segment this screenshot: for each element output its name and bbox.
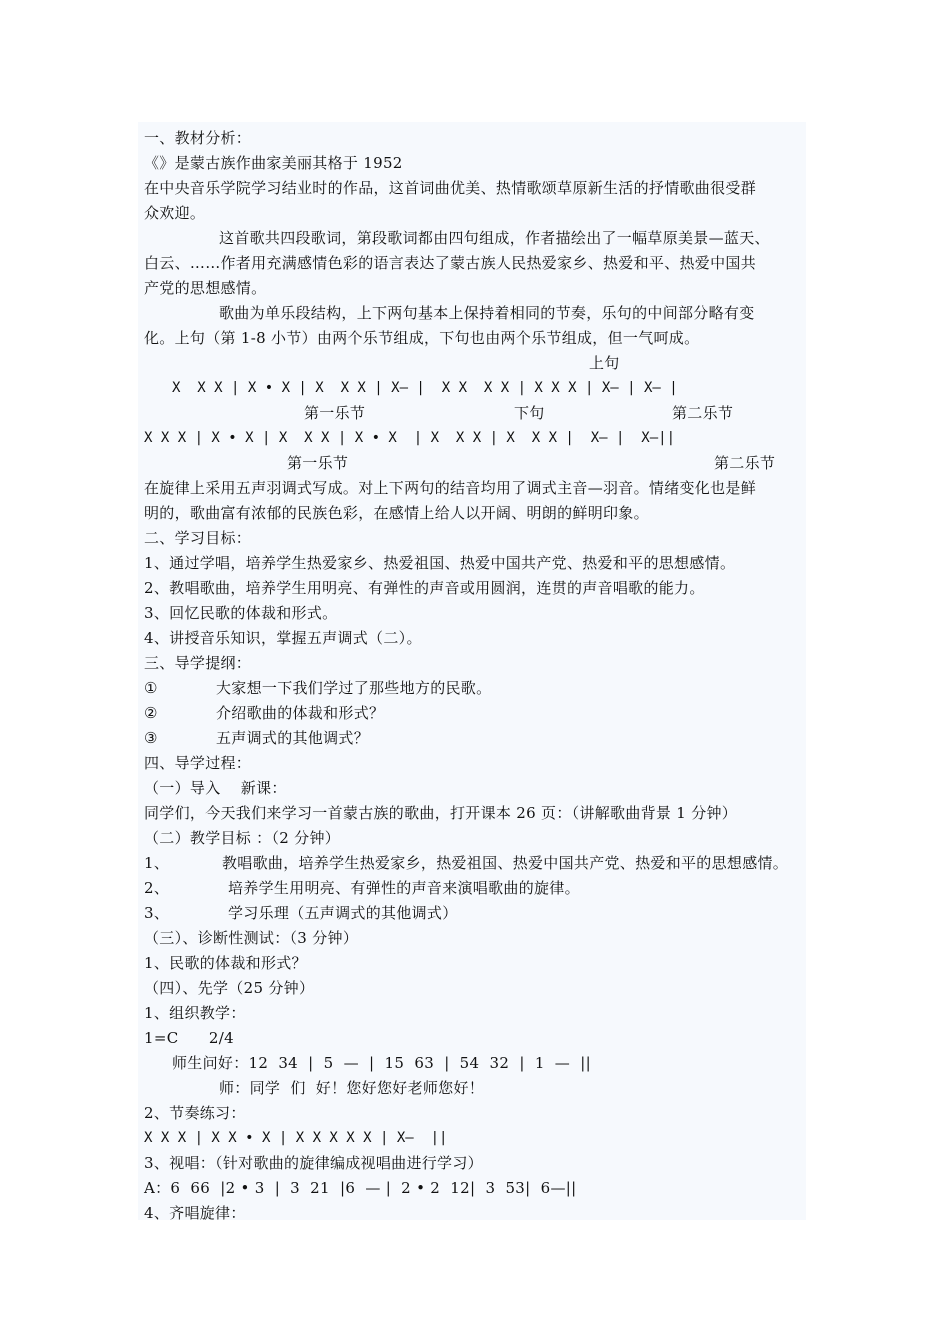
list-item-text: 学习乐理（五声调式的其他调式） (228, 904, 458, 922)
phrase-label-lower: 下句 (514, 404, 545, 422)
paragraph-line: 众欢迎。 (144, 204, 206, 222)
list-item (144, 853, 788, 873)
sight-singing-notation: A：6 66 |2 • 3 | 3 21 |6 — | 2 • 2 12| 3 53| 6—|| (144, 1179, 577, 1197)
greeting-notation: 师生问好：12 34 | 5 — | 15 63 | 54 32 | 1 — || (172, 1054, 591, 1072)
heading-learning-goals: 二、学习目标： (144, 529, 252, 547)
list-item: 1、组织教学： (144, 1004, 246, 1022)
list-item: 3、回忆民歌的体裁和形式。 (144, 604, 338, 622)
list-item-text: 介绍歌曲的体裁和形式？ (216, 704, 385, 722)
paragraph-line: 在旋律上采用五声羽调式写成。对上下两句的结音均用了调式主音—羽音。情绪变化也是鲜 (144, 479, 757, 497)
list-item: 2、节奏练习： (144, 1104, 246, 1122)
list-item (144, 903, 458, 923)
list-item: 4、讲授音乐知识，掌握五声调式（二）。 (144, 629, 422, 647)
list-item: 2、教唱歌曲，培养学生用明亮、有弹性的声音或用圆润，连贯的声音唱歌的能力。 (144, 579, 705, 597)
list-marker: ② (144, 704, 158, 722)
list-marker: ① (144, 679, 158, 697)
list-item (144, 703, 384, 723)
list-item (144, 678, 491, 698)
list-marker: 1、 (144, 854, 170, 872)
phrase-label: 第二乐节 (672, 404, 734, 422)
subheading: （四）、先学（25 分钟） (144, 979, 315, 997)
paragraph-line: 明的，歌曲富有浓郁的民族色彩，在感情上给人以开阔、明朗的鲜明印象。 (144, 504, 649, 522)
paragraph-line: 这首歌共四段歌词，第段歌词都由四句组成，作者描绘出了一幅草原美景—蓝天、 (219, 229, 770, 247)
list-item: 4、齐唱旋律： (144, 1204, 246, 1222)
paragraph-line: 白云、……作者用充满感情色彩的语言表达了蒙古族人民热爱家乡、热爱和平、热爱中国共 (144, 254, 757, 272)
phrase-label-upper: 上句 (589, 354, 620, 372)
list-marker: ③ (144, 729, 158, 747)
heading-textbook-analysis: 一、教材分析： (144, 129, 252, 147)
phrase-label: 第一乐节 (287, 454, 349, 472)
key-signature: 1=C 2/4 (144, 1029, 234, 1047)
list-item: 1、民歌的体裁和形式？ (144, 954, 307, 972)
list-item-text: 大家想一下我们学过了那些地方的民歌。 (216, 679, 492, 697)
paragraph-line: 产党的思想感情。 (144, 279, 267, 297)
paragraph-line: 歌曲为单乐段结构，上下两句基本上保持着相同的节奏，乐句的中间部分略有变 (219, 304, 755, 322)
list-marker: 2、 (144, 879, 170, 897)
phrase-label: 第一乐节 (304, 404, 366, 422)
list-item: 1、通过学唱，培养学生热爱家乡、热爱祖国、热爱中国共产党、热爱和平的思想感情。 (144, 554, 736, 572)
heading-study-process: 四、导学过程： (144, 754, 252, 772)
list-item (144, 728, 369, 748)
rhythm-notation-upper: X X X | X • X | X X X | X— | X X X X | X X X | X— | X— | (172, 380, 678, 396)
paragraph-line: 《》是蒙古族作曲家美丽其格于 1952 (144, 154, 403, 172)
rhythm-notation-lower: X X X | X • X | X X X | X • X | X X X | X X X | X— | X—|| (144, 430, 676, 446)
paragraph-line: 同学们，今天我们来学习一首蒙古族的歌曲，打开课本 26 页：（讲解歌曲背景 1 分钟） (144, 804, 738, 822)
rhythm-exercise: X X X | X X • X | X X X X X | X— || (144, 1130, 448, 1146)
subheading: （一）导入 新课： (144, 779, 287, 797)
paragraph-line: 化。上句（第 1-8 小节）由两个乐节组成，下句也由两个乐节组成，但一气呵成。 (144, 329, 700, 347)
list-item: 3、视唱：（针对歌曲的旋律编成视唱曲进行学习） (144, 1154, 483, 1172)
list-item-text: 教唱歌曲，培养学生热爱家乡，热爱祖国、热爱中国共产党、热爱和平的思想感情。 (222, 854, 789, 872)
subheading: （三）、诊断性测试：（3 分钟） (144, 929, 359, 947)
list-item-text: 五声调式的其他调式？ (216, 729, 370, 747)
heading-study-outline: 三、导学提纲： (144, 654, 252, 672)
list-item (144, 878, 580, 898)
list-item-text: 培养学生用明亮、有弹性的声音来演唱歌曲的旋律。 (228, 879, 580, 897)
list-marker: 3、 (144, 904, 170, 922)
phrase-label: 第二乐节 (714, 454, 776, 472)
subheading: （二）教学目标 ：（2 分钟） (144, 829, 341, 847)
paragraph-line: 在中央音乐学院学习结业时的作品，这首词曲优美、热情歌颂草原新生活的抒情歌曲很受群 (144, 179, 757, 197)
greeting-lyrics: 师：同学 们 好！您好您好老师您好！ (219, 1079, 485, 1097)
